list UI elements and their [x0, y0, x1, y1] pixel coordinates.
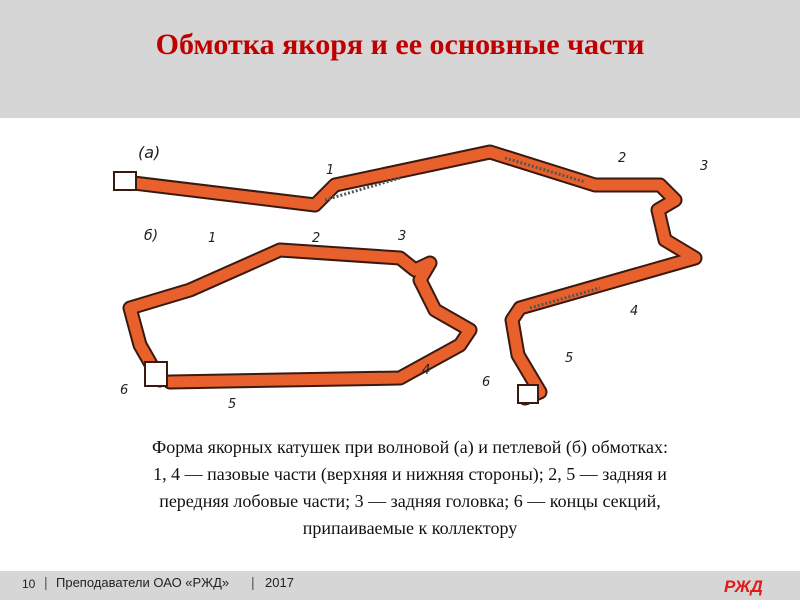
label-a6: 6 [482, 375, 491, 390]
footer-separator: | [44, 574, 48, 590]
logo-text: РЖД [724, 577, 763, 596]
label-a4: 4 [630, 304, 639, 319]
label-a2: 2 [618, 151, 627, 166]
label-b2: 2 [312, 231, 321, 246]
rzd-logo-icon [722, 574, 774, 596]
label-a5: 5 [565, 351, 574, 366]
caption-line-4: припаиваемые к коллектору [302, 518, 518, 538]
lap-winding-coil [130, 250, 470, 386]
label-b4: 4 [422, 363, 431, 378]
figure-caption [80, 434, 740, 542]
label-b3: 3 [398, 229, 407, 244]
caption-line-3: передняя лобовые части; 3 — задняя головка; 6 — концы секций, [159, 491, 661, 511]
coil-illustration [100, 130, 740, 420]
label-a3: 3 [700, 159, 709, 174]
caption-line-1: Форма якорных катушек при волновой (а) и петлевой (б) обмотках: [151, 437, 669, 457]
label-b: б) [144, 228, 159, 244]
label-b1: 1 [208, 231, 217, 246]
slide-number: 10 [22, 577, 36, 591]
title-bar [0, 0, 800, 118]
label-a: (а) [138, 143, 161, 162]
caption-line-2: 1, 4 — пазовые части (верхняя и нижняя стороны); 2, 5 — задняя и [153, 464, 667, 484]
footer-organization: Преподаватели ОАО «РЖД» [56, 575, 230, 590]
label-b6: 6 [120, 383, 129, 398]
footer-bar [0, 571, 800, 600]
page-title: Обмотка якоря и ее основные части [155, 28, 645, 61]
label-a1: 1 [326, 163, 335, 178]
footer-year: 2017 [265, 575, 294, 590]
label-b5: 5 [228, 397, 237, 412]
footer-separator-2: | [251, 574, 255, 590]
